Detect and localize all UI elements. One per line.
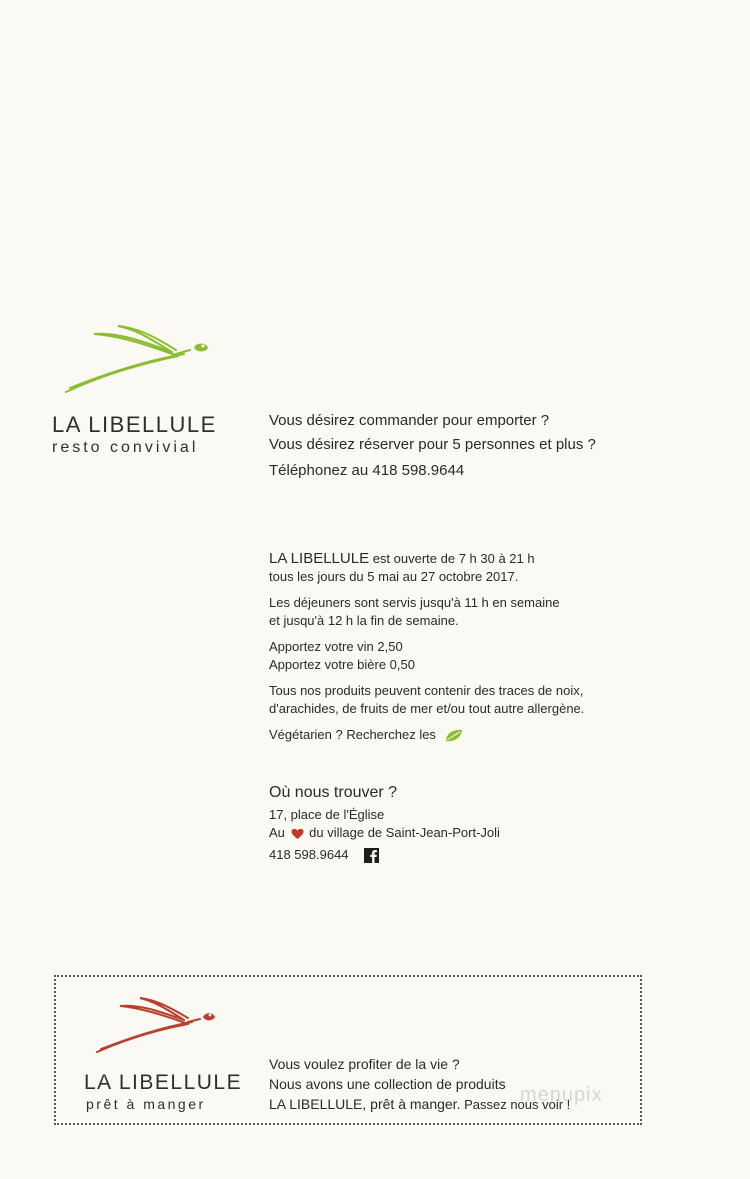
opening-hours: [269, 550, 584, 586]
dragonfly-red-icon: [92, 992, 222, 1058]
breakfast-hours: [269, 594, 584, 630]
vegetarian-note: [269, 726, 584, 744]
promo-line-3-brand: LA LIBELLULE, prêt à manger.: [269, 1096, 461, 1112]
promo-line-2: Nous avons une collection de produits: [269, 1076, 506, 1092]
question-phone: Téléphonez au 418 598.9644: [269, 462, 465, 479]
phone-number: 418 598.9644: [269, 847, 349, 862]
bring-your-own: [269, 638, 584, 674]
allergen-notice: [269, 682, 584, 718]
beer-fee: Apportez votre bière 0,50: [269, 657, 415, 672]
breakfast-line-1: Les déjeuners sont servis jusqu'à 11 h en semaine: [269, 595, 560, 610]
opening-line-1: est ouverte de 7 h 30 à 21 h: [369, 551, 535, 566]
allergen-line-1: Tous nos produits peuvent contenir des traces de noix,: [269, 683, 584, 698]
info-section: [269, 550, 584, 752]
promo-line-1: Vous voulez profiter de la vie ?: [269, 1056, 460, 1072]
promo-brand-tagline: prêt à manger: [86, 1096, 206, 1112]
promo-line-3-rest: Passez nous voir !: [460, 1097, 571, 1112]
question-takeout: Vous désirez commander pour emporter ?: [269, 412, 550, 429]
brand-name: LA LIBELLULE: [52, 412, 217, 437]
allergen-line-2: d'arachides, de fruits de mer et/ou tout autre allergène.: [269, 701, 585, 716]
watermark: menupix: [520, 1084, 603, 1106]
heart-icon: [291, 828, 304, 840]
wine-fee: Apportez votre vin 2,50: [269, 639, 403, 654]
address: 17, place de l'Église: [269, 807, 385, 822]
contact-questions: [269, 409, 596, 483]
question-reservation: Vous désirez réserver pour 5 personnes et plus ?: [269, 436, 596, 453]
location-title: Où nous trouver ?: [269, 784, 398, 801]
opening-line-2: tous les jours du 5 mai au 27 octobre 2017.: [269, 569, 519, 584]
heart-suffix: du village de Saint-Jean-Port-Joli: [309, 825, 500, 840]
heart-prefix: Au: [269, 825, 285, 840]
breakfast-line-2: et jusqu'à 12 h la fin de semaine.: [269, 613, 459, 628]
phone-line: [269, 846, 500, 864]
brand-tagline: resto convivial: [52, 439, 199, 456]
opening-brand-name: LA LIBELLULE: [269, 550, 370, 567]
dragonfly-green-icon: [60, 318, 220, 400]
village-line: [269, 824, 500, 842]
promo-brand-name: LA LIBELLULE: [84, 1071, 243, 1094]
vegetarian-text: Végétarien ? Recherchez les: [269, 727, 436, 742]
location-section: [269, 784, 500, 864]
facebook-icon[interactable]: [364, 848, 379, 863]
leaf-icon: [444, 729, 464, 743]
